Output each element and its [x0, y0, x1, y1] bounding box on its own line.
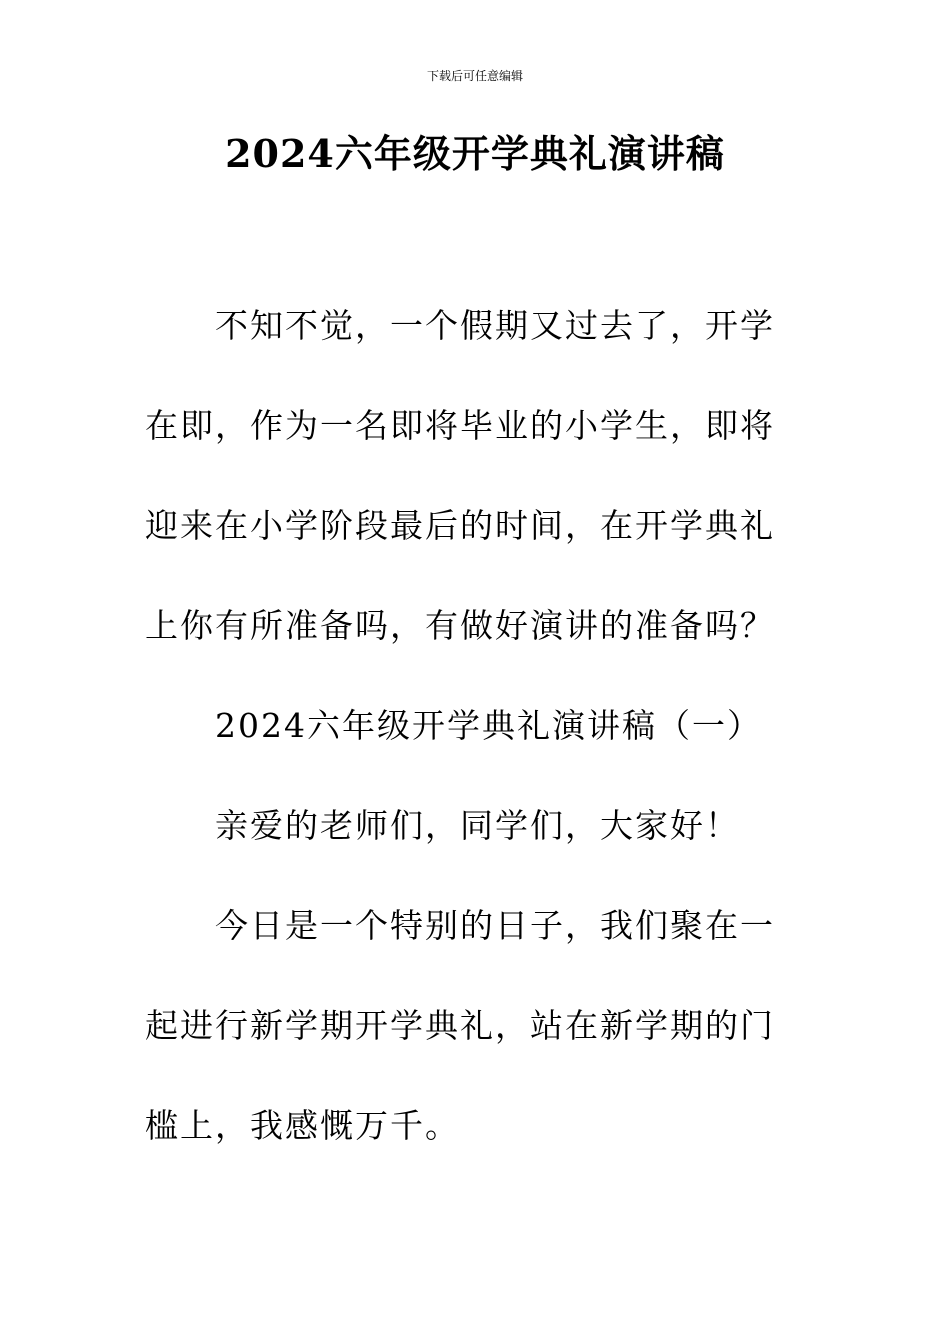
paragraph-subtitle: 2024六年级开学典礼演讲稿（一）: [215, 706, 762, 745]
paragraph-intro: 不知不觉，一个假期又过去了，开学在即，作为一名即将毕业的小学生，即将迎来在小学阶段最后的时间，在开学典礼上你有所准备吗，有做好演讲的准备吗？: [145, 306, 775, 645]
header-note: 下载后可任意编辑: [426, 69, 523, 83]
paragraph-opening: 今日是一个特别的日子，我们聚在一起进行新学期开学典礼，站在新学期的门槛上，我感慨万千。: [145, 906, 775, 1145]
paragraph-greeting: 亲爱的老师们，同学们，大家好！: [215, 806, 740, 845]
document-title: 2024六年级开学典礼演讲稿: [225, 131, 725, 176]
document-body: [145, 276, 780, 1176]
